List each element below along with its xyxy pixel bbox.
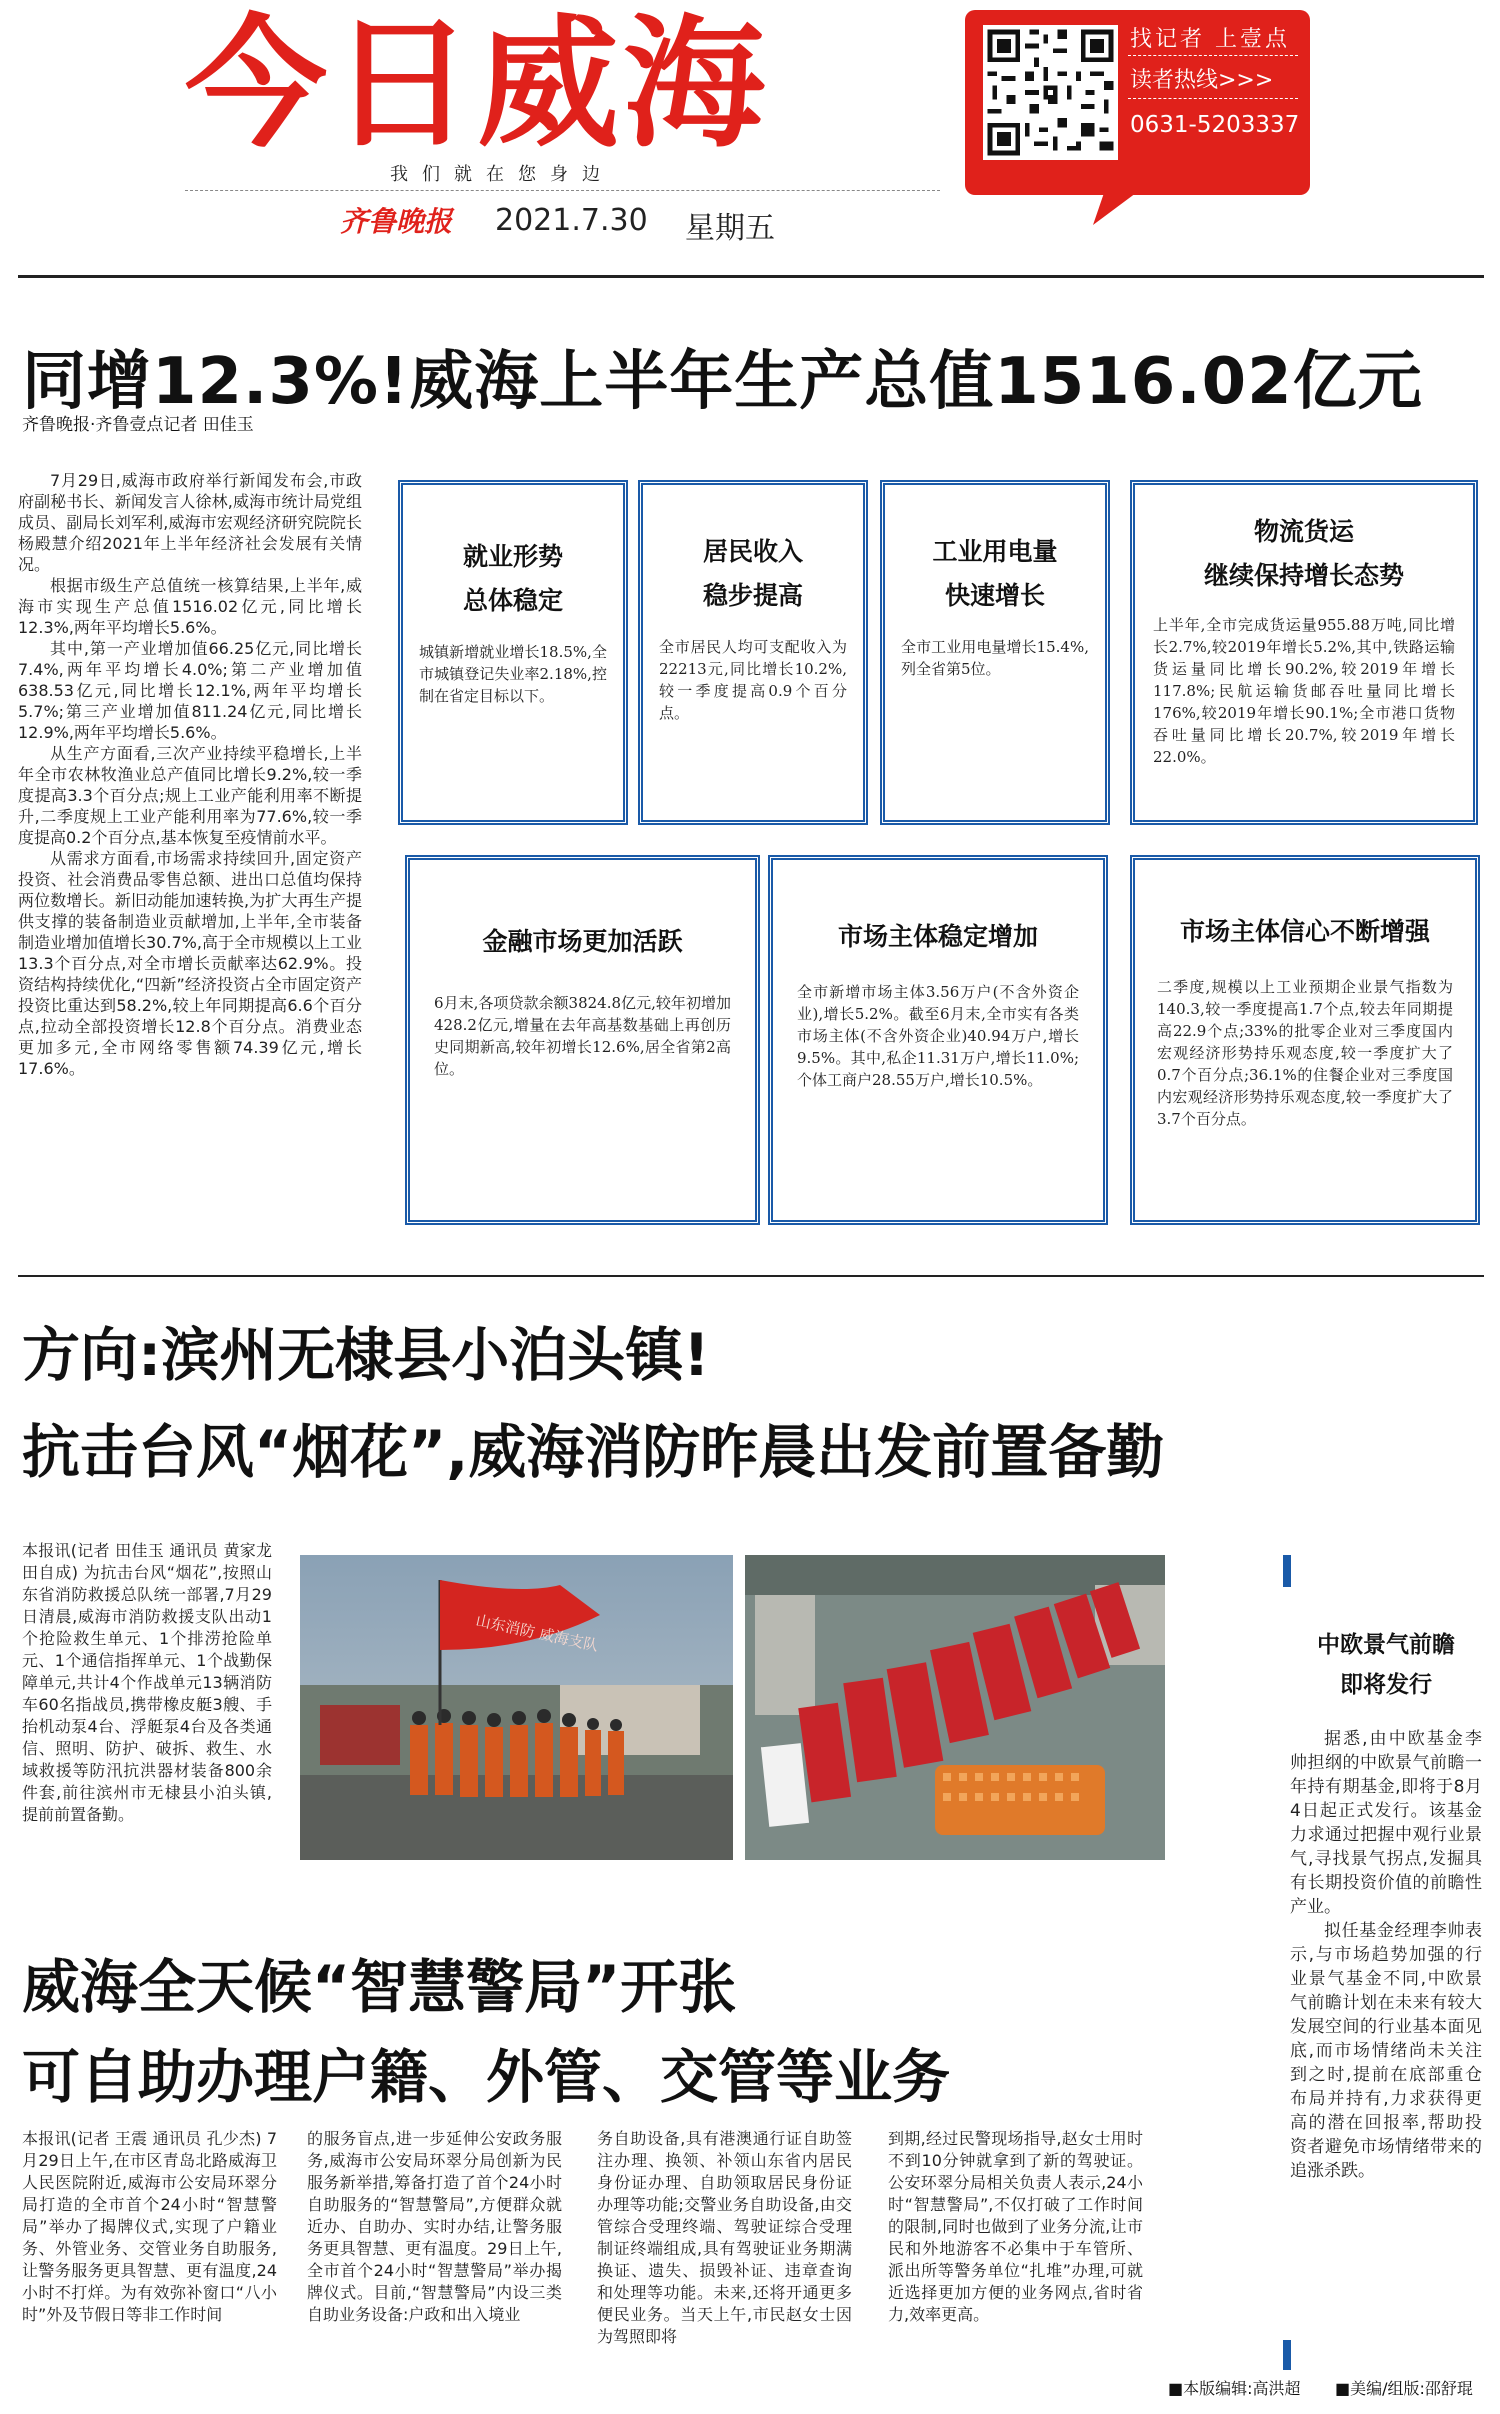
card-subtitle: 稳步提高 bbox=[702, 581, 803, 610]
card-body: 全市居民人均可支配收入为22213元,同比增长10.2%,较一季度提高0.9个百分点。 bbox=[659, 638, 847, 722]
hotline-label: 读者热线>>> bbox=[1130, 68, 1274, 93]
story3-column-2: 的服务盲点,进一步延伸公安政务服务,威海市公安局环翠分局创新为民服务新举措,筹备打造了首个24小时自助服务的“智慧警局”,方便群众就近办、自助办、实时办结,让警务服务更具智慧、更有温度。29日上午,全市首个24小时“智慧警局”举办揭牌仪式。目前,“智慧警局”内设三类自助业务设备:户政和出入境业 bbox=[307, 2129, 562, 2324]
issue-weekday: 星期五 bbox=[685, 211, 775, 246]
masthead-title: 今日威海 bbox=[185, 2, 769, 167]
stat-card-employment bbox=[398, 480, 628, 825]
story3-headline-1: 威海全天候“智慧警局”开张 bbox=[22, 1953, 737, 2021]
hotline-rule-2 bbox=[1128, 98, 1298, 99]
footer-design: ■美编/组版:邵舒琨 bbox=[1335, 2379, 1473, 2398]
story2-body: 本报讯(记者 田佳玉 通讯员 黄家龙 田自成) 为抗击台风“烟花”,按照山东省消防救援总队统一部署,7月29日清晨,威海市消防救援支队出动1个抢险救生单元、1个排涝抢险单元、1个通信指挥单元、1个战勤保障单元,共计4个作战单元13辆消防车60名指战员,携带橡皮艇3艘、手抬机动泵4台、浮艇泵4台及各类通信、照明、防护、破拆、救生、水域救援等防汛抗洪器材装备800余件套,前往滨州市无棣县小泊头镇,提前前置备勤。 bbox=[22, 1541, 272, 1824]
card-body: 全市新增市场主体3.56万户(不含外资企业),增长5.2%。截至6月末,全市实有各类市场主体(不含外资企业)40.94万户,增长9.5%。其中,私企11.31万户,增长11.0%;个体工商户28.55万户,增长10.5%。 bbox=[797, 983, 1079, 1089]
photo-firefighters-image bbox=[300, 1555, 733, 1860]
masthead-rule bbox=[185, 190, 940, 191]
story1-headline: 同增12.3%!威海上半年生产总值1516.02亿元 bbox=[22, 345, 1423, 419]
sidebar-title: 中欧景气前瞻 bbox=[1317, 1632, 1455, 1658]
card-title: 市场主体稳定增加 bbox=[837, 922, 1038, 951]
card-title: 工业用电量 bbox=[932, 537, 1058, 566]
sidebar-paragraph: 据悉,由中欧基金李帅担纲的中欧景气前瞻一年持有期基金,即将于8月4日起正式发行。该基金力求通过把握中观行业景气,寻找景气拐点,发掘具有长期投资价值的前瞻性产业。 bbox=[1290, 1729, 1482, 1917]
story1-byline: 齐鲁晚报·齐鲁壹点记者 田佳玉 bbox=[22, 415, 254, 435]
card-body: 城镇新增就业增长18.5%,全市城镇登记失业率2.18%,控制在省定目标以下。 bbox=[419, 643, 607, 705]
footer-editor: ■本版编辑:高洪超 bbox=[1168, 2379, 1301, 2398]
stat-card-market-entities bbox=[768, 855, 1108, 1225]
story3-column-3: 务自助设备,具有港澳通行证自助签注办理、换领、补领山东省内居民身份证办理、自助领取居民身份证办理等功能;交警业务自助设备,由交管综合受理终端、驾驶证综合受理制证终端组成,具有驾驶证业务期满换证、遗失、损毁补证、违章查询和处理等功能。未来,还将开通更多便民业务。当天上午,市民赵女士因为驾照即将 bbox=[597, 2129, 852, 2346]
story1-body bbox=[18, 470, 362, 1079]
story1-paragraph: 从需求方面看,市场需求持续回升,固定资产投资、社会消费品零售总额、进出口总值均保持两位数增长。新旧动能加速转换,为扩大再生产提供支撑的装备制造业贡献增加,上半年,全市装备制造业增加值增长30.7%,高于全市规模以上工业13.3个百分点,对全市增长贡献率达62.9%。投资结构持续优化,“四新”经济投资占全市固定资产投资比重达到58.2%,较上年同期提高6.6个百分点,拉动全部投资增长12.8个百分点。消费业态更加多元,全市网络零售额74.39亿元,增长17.6%。 bbox=[18, 849, 362, 1078]
stat-card-finance bbox=[405, 855, 760, 1225]
hotline-number: 0631-5203337 bbox=[1130, 112, 1300, 138]
photo-firefighters-lineup bbox=[300, 1555, 733, 1860]
stat-card-confidence bbox=[1130, 855, 1480, 1225]
story2-headline-2: 抗击台风“烟花”,威海消防昨晨出发前置备勤 bbox=[22, 1418, 1165, 1486]
sidebar-subtitle: 即将发行 bbox=[1340, 1672, 1432, 1698]
story1-paragraph: 从生产方面看,三次产业持续平稳增长,上半年全市农林牧渔业总产值同比增长9.2%,较一季度提高3.3个百分点;规上工业产能利用率不断提升,二季度规上工业产能利用率为77.6%,较一季度提高0.2个百分点,基本恢复至疫情前水平。 bbox=[18, 744, 362, 847]
card-title: 金融市场更加活跃 bbox=[482, 927, 683, 956]
story3-headline-2: 可自助办理户籍、外管、交管等业务 bbox=[22, 2043, 951, 2111]
card-body: 6月末,各项贷款余额3824.8亿元,较年初增加428.2亿元,增量在去年高基数基础上再创历史同期新高,较年初增长12.6%,居全省第2高位。 bbox=[434, 994, 731, 1078]
card-title: 居民收入 bbox=[702, 537, 803, 566]
card-title: 物流货运 bbox=[1253, 517, 1354, 546]
hotline-rule bbox=[1128, 55, 1298, 56]
card-subtitle: 继续保持增长态势 bbox=[1203, 561, 1404, 590]
sidebar-paragraph: 拟任基金经理李帅表示,与市场趋势加强的行业景气基金不同,中欧景气前瞻计划在未来有较大发展空间的行业基本面见底,而市场情绪尚未关注到之时,提前在底部重仓布局并持有,力求获得更高的潜在回报率,帮助投资者避免市场情绪带来的追涨杀跌。 bbox=[1290, 1921, 1482, 2181]
card-subtitle: 总体稳定 bbox=[462, 586, 563, 615]
photo-trucks-image bbox=[745, 1555, 1165, 1860]
qr-code-icon[interactable] bbox=[983, 25, 1118, 160]
story1-paragraph: 根据市级生产总值统一核算结果,上半年,威海市实现生产总值1516.02亿元,同比增长12.3%,两年平均增长5.6%。 bbox=[18, 576, 362, 637]
sidebar-fund bbox=[1290, 1555, 1482, 2183]
card-title: 市场主体信心不断增强 bbox=[1179, 917, 1430, 946]
issue-date: 2021.7.30 bbox=[495, 203, 648, 238]
story2-headline-1: 方向:滨州无棣县小泊头镇! bbox=[22, 1321, 710, 1389]
brand-logo: 齐鲁晚报 bbox=[340, 205, 453, 238]
stat-card-electricity bbox=[880, 480, 1110, 825]
flag-text: 山东消防 威海支队 bbox=[474, 1611, 600, 1655]
story1-paragraph: 7月29日,威海市政府举行新闻发布会,市政府副秘书长、新闻发言人徐林,威海市统计局党组成员、副局长刘军利,威海市宏观经济研究院院长杨殿慧介绍2021年上半年经济社会发展有关情况。 bbox=[18, 471, 362, 574]
photo-fire-trucks-aerial bbox=[745, 1555, 1165, 1860]
card-body: 上半年,全市完成货运量955.88万吨,同比增长2.7%,较2019年增长5.2%,其中,铁路运输货运量同比增长90.2%,较2019年增长117.8%;民航运输货邮吞吐量同比增长176%,较2019年增长90.1%;全市港口货物吞吐量同比增长20.7%,较2019年增长22.0%。 bbox=[1153, 616, 1455, 766]
story3-column-1: 本报讯(记者 王震 通讯员 孔少杰) 7月29日上午,在市区青岛北路威海卫人民医院附近,威海市公安局环翠分局打造的全市首个24小时“智慧警局”举办了揭牌仪式,实现了户籍业务、外管业务、交管业务自助服务,让警务服务更具智慧、更有温度,24小时不打烊。为有效弥补窗口“八小时”外及节假日等非工作时间 bbox=[22, 2129, 277, 2324]
card-title: 就业形势 bbox=[462, 542, 563, 571]
sidebar-accent-bottom bbox=[1283, 2340, 1291, 2370]
story1-paragraph: 其中,第一产业增加值66.25亿元,同比增长7.4%,两年平均增长4.0%;第二产业增加值638.53亿元,同比增长12.1%,两年平均增长5.7%;第三产业增加值811.24亿元,同比增长12.9%,两年平均增长5.6%。 bbox=[18, 639, 362, 742]
card-subtitle: 快速增长 bbox=[944, 581, 1045, 610]
card-body: 全市工业用电量增长15.4%,列全省第5位。 bbox=[901, 638, 1089, 678]
qr-caption: 找记者 上壹点 bbox=[1130, 27, 1290, 52]
masthead-divider bbox=[18, 275, 1484, 278]
card-body: 二季度,规模以上工业预期企业景气指数为140.3,较一季度提高1.7个点,较去年同期提高22.9个点;33%的批零企业对三季度国内宏观经济形势持乐观态度,较一季度扩大了0.7个百分点;36.1%的住餐企业对三季度国内宏观经济形势持乐观态度,较一季度扩大了3.7个百分点。 bbox=[1157, 978, 1453, 1128]
section-divider bbox=[18, 1275, 1484, 1277]
masthead-slogan: 我们就在您身边 bbox=[390, 164, 614, 185]
story3-column-4: 到期,经过民警现场指导,赵女士用时不到10分钟就拿到了新的驾驶证。公安环翠分局相关负责人表示,24小时“智慧警局”,不仅打破了工作时间的限制,同时也做到了业务分流,让市民和外地游客不必集中于车管所、派出所等警务单位“扎堆”办理,可就近选择更加方便的业务网点,省时省力,效率更高。 bbox=[888, 2129, 1143, 2324]
stat-card-logistics bbox=[1130, 480, 1478, 825]
stat-card-income bbox=[638, 480, 868, 825]
